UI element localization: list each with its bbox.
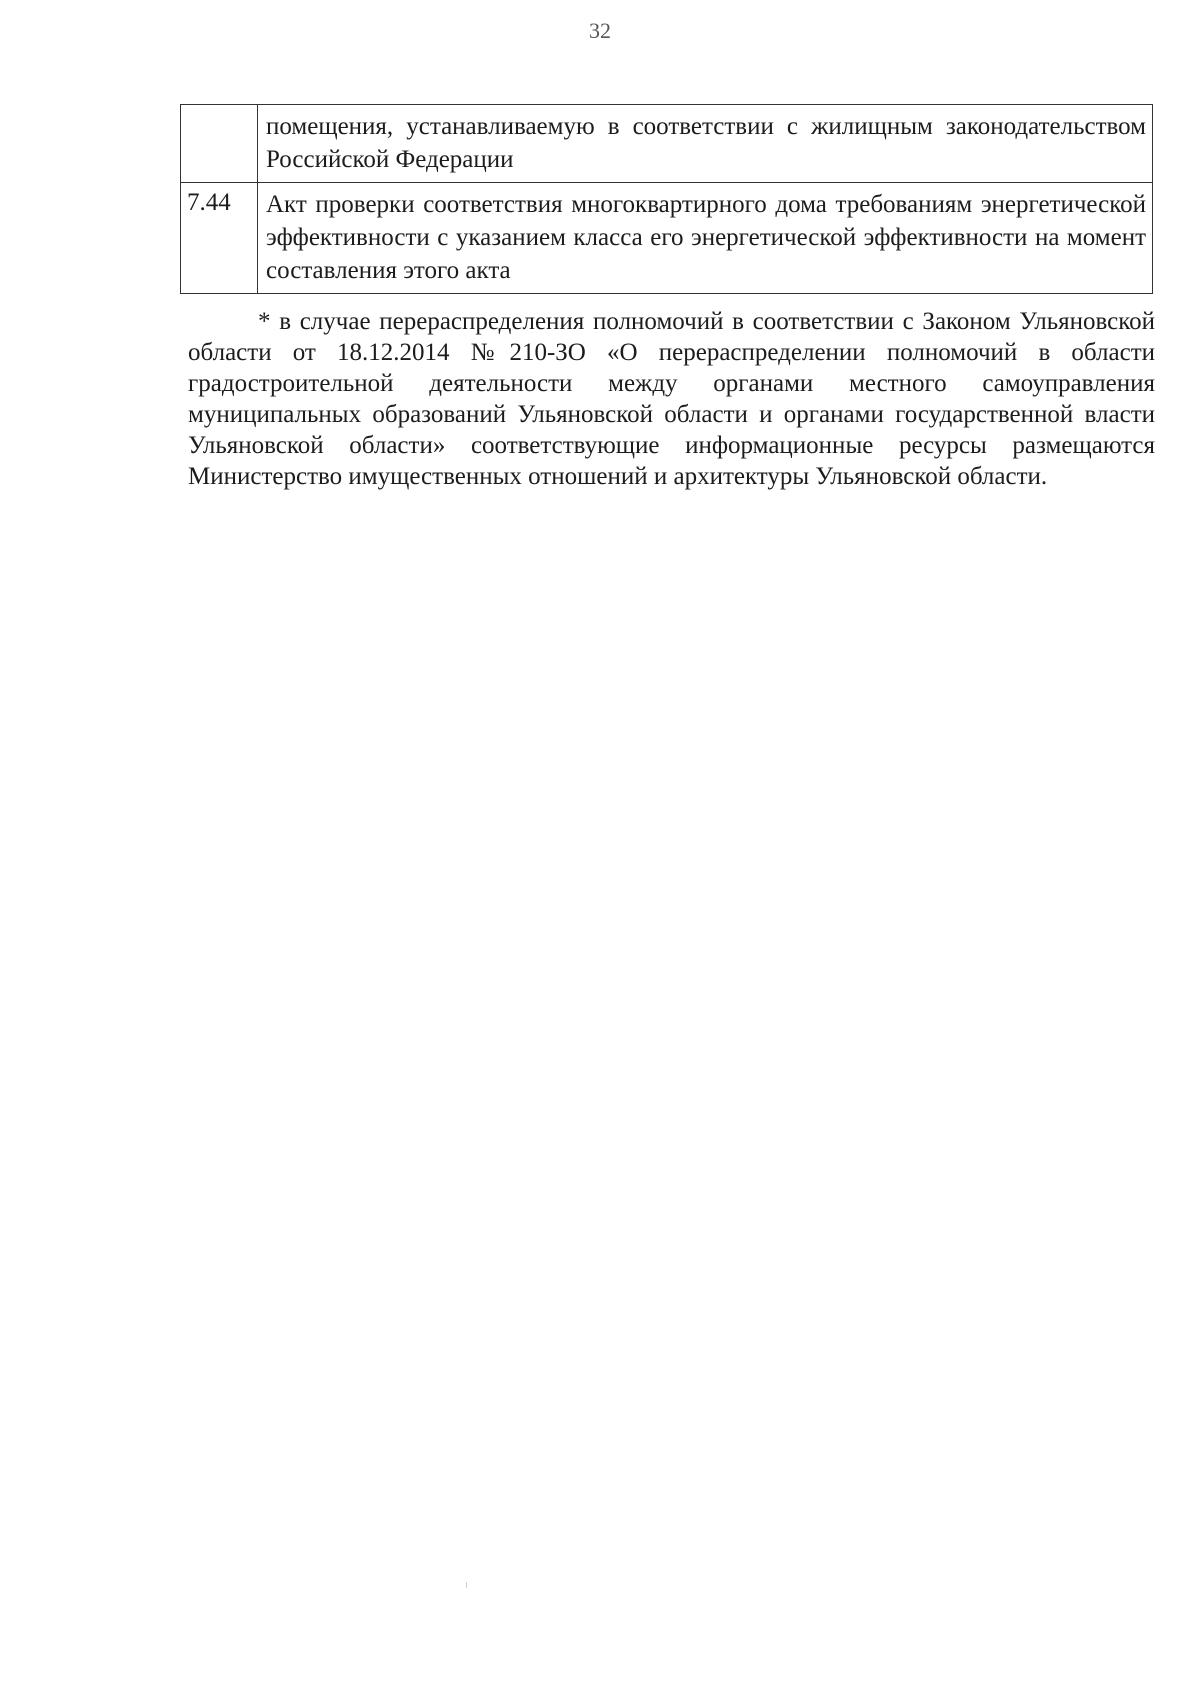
table-row (181, 183, 1153, 294)
table-row (181, 105, 1153, 183)
document-table (180, 104, 1153, 294)
row-text-cell: Акт проверки соответствия многоквартирного дома требованиям энергетической эффективности с указанием класса его энергетической эффективности на момент составления этого акта (258, 183, 1153, 294)
page-number: 32 (589, 18, 611, 43)
scan-artifact (466, 1582, 467, 1588)
row-text-cell: помещения, устанавливаемую в соответствии с жилищным законодательством Российской Федерации (258, 105, 1153, 183)
row-number-cell (181, 105, 258, 183)
footnote: * в случае перераспределения полномочий в соответствии с Законом Ульяновской области от 18.12.2014 №210-ЗО «О перераспределении полномочий в области градостроительной деятельности между органами местного самоуправления муниципальных образований Ульяновской области и органами государственной власти Ульяновской области» соответствующие информационные ресурсы размещаются Министерство имущественных отношений и архитектуры Ульяновской области. (188, 308, 1155, 490)
row-number-cell: 7.44 (181, 183, 258, 294)
